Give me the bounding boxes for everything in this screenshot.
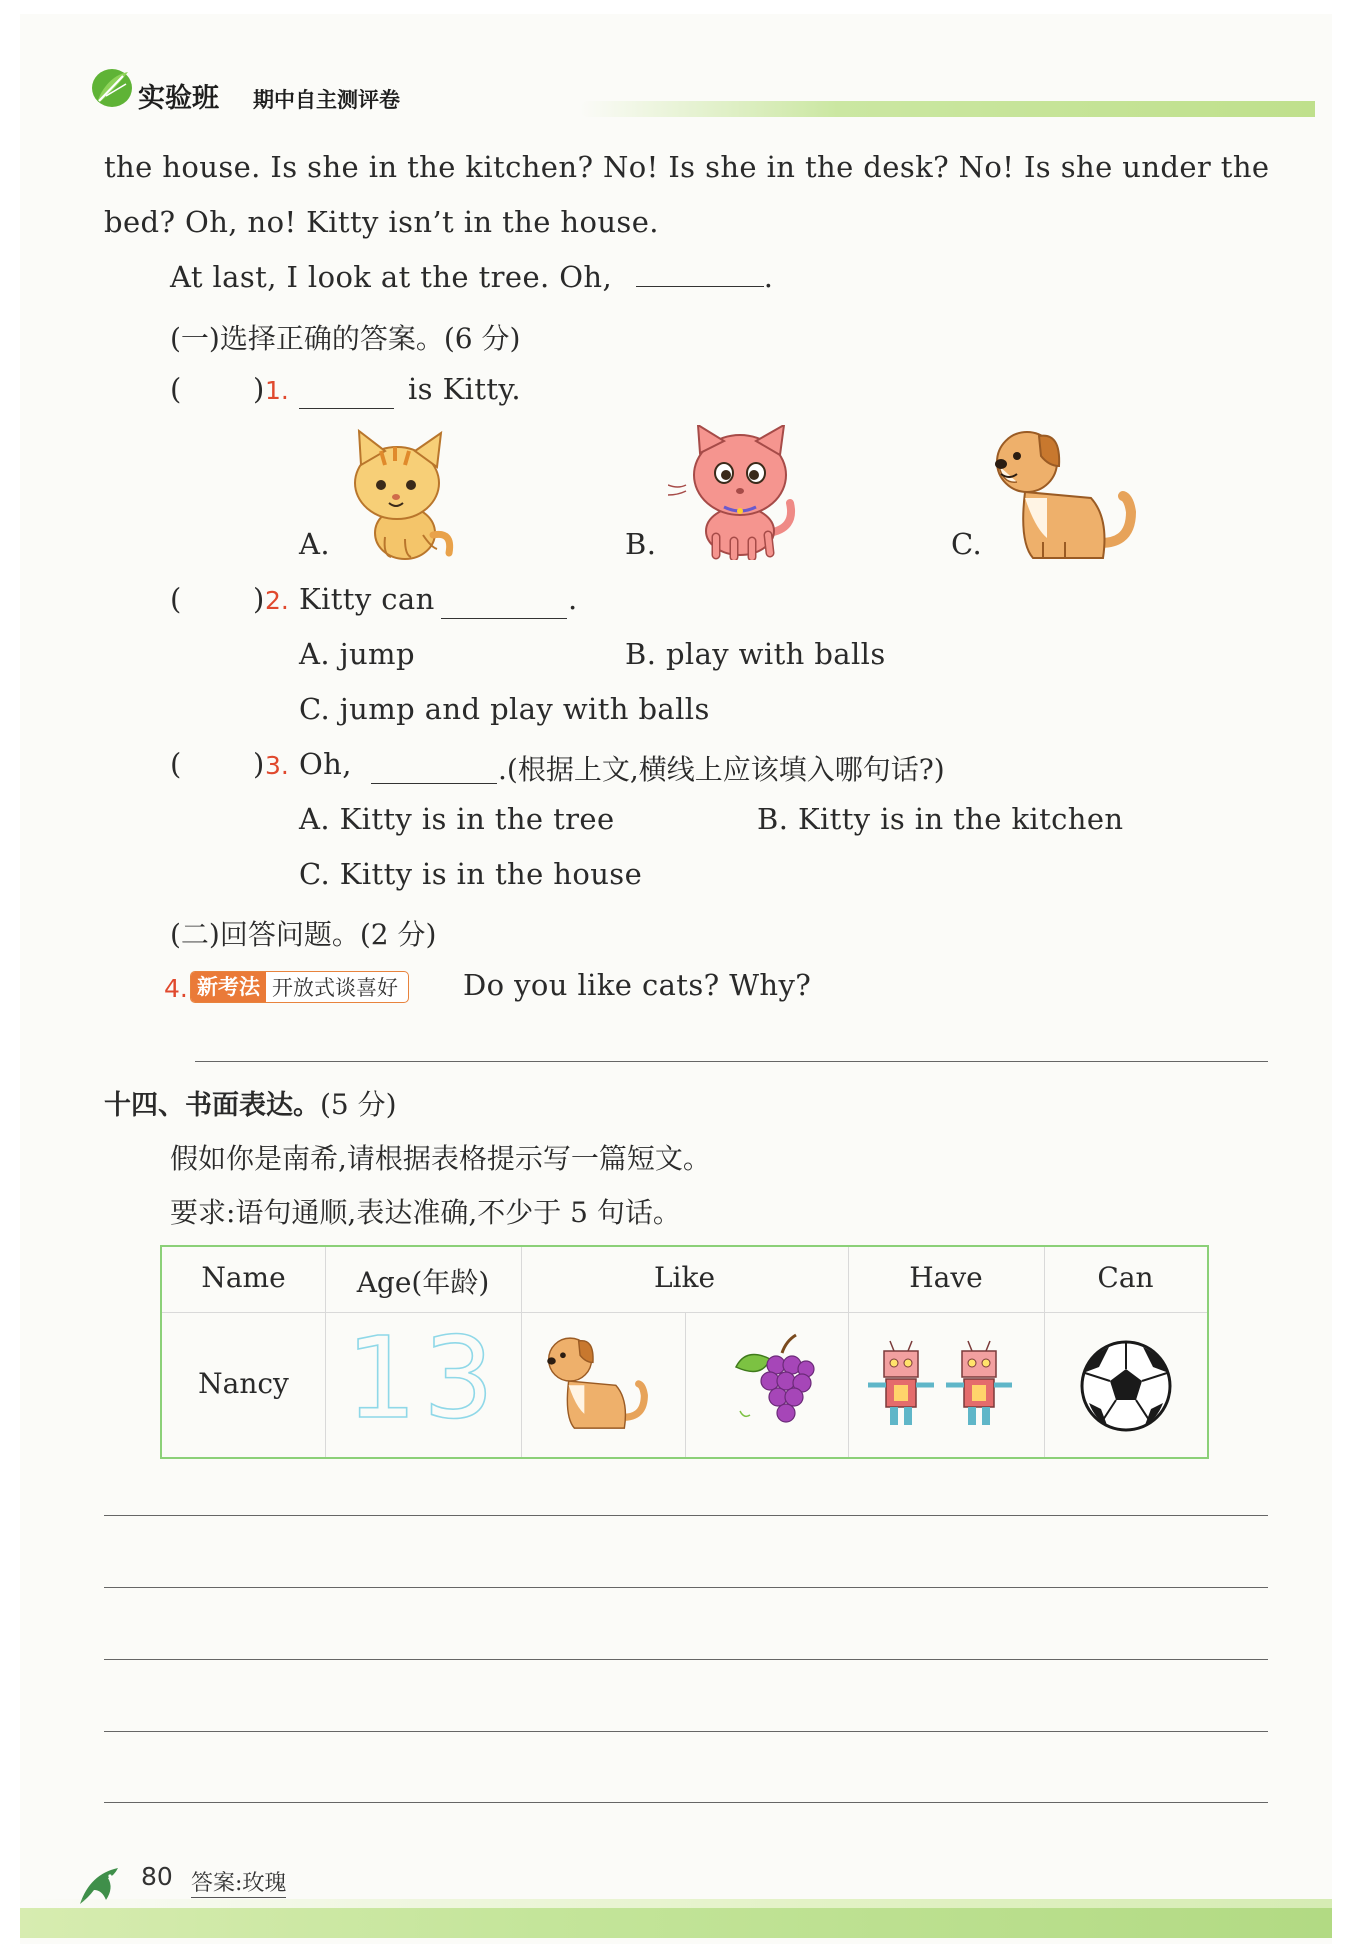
answer-note: 答案:玫瑰 <box>191 1866 286 1898</box>
info-table <box>160 1245 1209 1459</box>
q1-paren-close: ) <box>253 372 265 406</box>
q3-option-a: A. Kitty is in the tree <box>299 802 615 836</box>
q1-text: is Kitty. <box>408 372 521 406</box>
grapes-icon <box>730 1333 820 1429</box>
q3-paren-open: ( <box>170 747 182 781</box>
brand-title: 实验班 <box>138 83 219 114</box>
footer-band <box>20 1908 1332 1938</box>
tabby-cat-icon[interactable] <box>345 425 457 560</box>
q2-option-c: C. jump and play with balls <box>299 692 710 726</box>
leaf-logo-icon <box>90 66 134 110</box>
q3-number: 3. <box>265 751 289 780</box>
part1-heading: (一)选择正确的答案。(6 分) <box>170 322 521 355</box>
table-cell-name: Nancy <box>198 1367 289 1400</box>
q2-paren-open: ( <box>170 582 182 616</box>
robots-icon <box>864 1333 1024 1433</box>
passage-line-1: the house. Is she in the kitchen? No! Is she in the desk? No! Is she under the <box>104 150 1270 184</box>
section14-score: (5 分) <box>320 1088 397 1121</box>
table-header-like: Like <box>653 1261 716 1294</box>
q1-answer-blank[interactable] <box>299 406 394 409</box>
q2-paren-close: ) <box>253 582 265 616</box>
table-header-divider <box>162 1312 1207 1313</box>
badge-main-label: 新考法 <box>191 972 266 1002</box>
q2-number: 2. <box>265 586 289 615</box>
header-band <box>580 101 1315 117</box>
writing-line[interactable] <box>104 1802 1268 1803</box>
table-header-can: Can <box>1097 1261 1154 1294</box>
q1-option-a-label: A. <box>299 527 330 561</box>
table-cell-age: 13 <box>345 1314 501 1444</box>
q1-option-c-label: C. <box>951 527 983 561</box>
q2-option-a: A. jump <box>299 637 415 671</box>
section14-heading <box>104 1083 397 1123</box>
q2-answer-blank[interactable] <box>441 616 567 619</box>
q3-answer-blank[interactable] <box>371 781 497 784</box>
q2-option-b: B. play with balls <box>625 637 886 671</box>
q4-number: 4. <box>164 974 188 1003</box>
passage-period: . <box>763 260 774 294</box>
q3-paren-close: ) <box>253 747 265 781</box>
q3-option-b: B. Kitty is in the kitchen <box>757 802 1124 836</box>
writing-line[interactable] <box>104 1731 1268 1732</box>
q1-option-b-label: B. <box>625 527 657 561</box>
q3-option-c: C. Kitty is in the house <box>299 857 643 891</box>
writing-line[interactable] <box>104 1659 1268 1660</box>
answer-blank[interactable] <box>636 284 764 287</box>
section14-instruction-1: 假如你是南希,请根据表格提示写一篇短文。 <box>170 1142 711 1175</box>
robot-1 <box>868 1341 934 1425</box>
page-number: 80 <box>141 1862 173 1891</box>
q4-answer-line[interactable] <box>195 1061 1268 1062</box>
table-header-have: Have <box>909 1261 983 1294</box>
exam-subtitle: 期中自主测评卷 <box>253 88 400 112</box>
passage-line-3 <box>170 260 773 294</box>
q1-paren-open: ( <box>170 372 182 406</box>
q1-number: 1. <box>265 376 289 405</box>
writing-line[interactable] <box>104 1515 1268 1516</box>
robot-2 <box>946 1341 1012 1425</box>
new-method-badge <box>190 971 409 1003</box>
table-header-name: Name <box>201 1261 286 1294</box>
writing-line[interactable] <box>104 1587 1268 1588</box>
badge-tag-label: 开放式谈喜好 <box>272 976 398 1000</box>
table-header-age: Age(年龄) <box>356 1266 490 1299</box>
passage-line-3-text: At last, I look at the tree. Oh, <box>170 260 613 294</box>
section14-instruction-2: 要求:语句通顺,表达准确,不少于 5 句话。 <box>170 1196 681 1229</box>
q3-hint: .(根据上文,横线上应该填入哪句话?) <box>498 753 945 786</box>
part2-heading: (二)回答问题。(2 分) <box>170 918 437 951</box>
section14-title: 十四、书面表达。 <box>104 1090 320 1121</box>
q2-period: . <box>568 582 578 616</box>
q4-question: Do you like cats? Why? <box>463 968 812 1002</box>
q3-text: Oh, <box>299 747 352 781</box>
pink-cat-icon[interactable] <box>668 425 803 560</box>
dog-like-icon <box>544 1331 654 1431</box>
dog-icon[interactable] <box>995 422 1140 562</box>
q2-text: Kitty can <box>299 582 435 616</box>
passage-line-2: bed? Oh, no! Kitty isn’t in the house. <box>104 205 659 239</box>
table-divider <box>685 1312 686 1457</box>
football-icon <box>1079 1339 1173 1433</box>
